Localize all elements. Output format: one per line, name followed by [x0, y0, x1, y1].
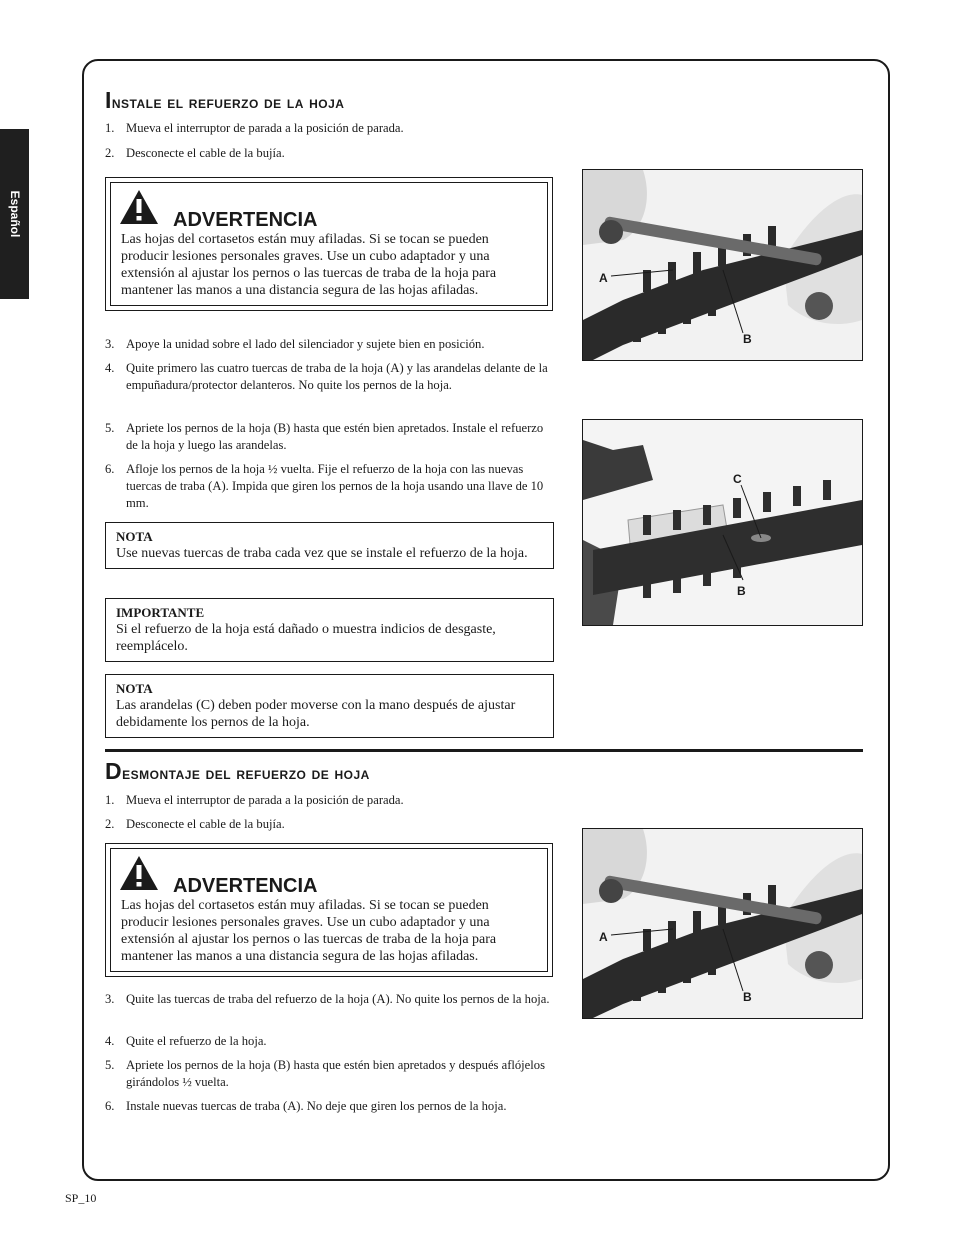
photo-label-b: B	[743, 990, 752, 1004]
section-heading-remove: Desmontaje del refuerzo de hoja	[105, 758, 370, 784]
photo-label-b: B	[737, 584, 746, 598]
photo-install-wrench	[582, 169, 863, 361]
note-box	[105, 522, 554, 569]
note-text: Las arandelas (C) deben poder moverse con la mano después de ajustar debidamente los pernos de la hoja.	[116, 698, 516, 730]
step-item: 6. Instale nuevas tuercas de traba (A). No deje que giren los pernos de la hoja.	[105, 1099, 507, 1113]
step-item: 4. Quite el refuerzo de la hoja.	[105, 1034, 267, 1048]
language-tab-label: Español	[7, 190, 22, 238]
section-heading-install: Instale el refuerzo de la hoja	[105, 87, 345, 113]
step-item: 1. Mueva el interruptor de parada a la posición de parada.	[105, 121, 404, 135]
step-item: 6. Afloje los pernos de la hoja ½ vuelta. Fije el refuerzo de la hoja con las nuevas tuercas de traba (A). Impida que giren los pernos de la hoja usando una llave de 10 mm.	[105, 462, 544, 510]
note-text: Use nuevas tuercas de traba cada vez que se instale el refuerzo de la hoja.	[116, 546, 528, 561]
section-divider	[105, 749, 863, 752]
step-item: 2. Desconecte el cable de la bujía.	[105, 817, 285, 831]
step-item: 3. Quite las tuercas de traba del refuerzo de la hoja (A). No quite los pernos de la hoja.	[105, 992, 550, 1006]
language-tab	[0, 129, 29, 299]
note-label: NOTA	[116, 529, 153, 544]
important-box	[105, 598, 554, 662]
step-item: 5. Apriete los pernos de la hoja (B) hasta que estén bien apretados. Instale el refuerzo de la hoja y luego las arandelas.	[105, 421, 544, 452]
note-label: NOTA	[116, 681, 153, 696]
step-item: 2. Desconecte el cable de la bujía.	[105, 146, 285, 160]
warning-title: ADVERTENCIA	[173, 875, 318, 897]
warning-box	[105, 843, 553, 977]
step-item: 3. Apoye la unidad sobre el lado del silenciador y sujete bien en posición.	[105, 337, 485, 351]
warning-triangle-icon	[119, 189, 159, 225]
warning-box	[105, 177, 553, 311]
step-item: 1. Mueva el interruptor de parada a la posición de parada.	[105, 793, 404, 807]
photo-label-b: B	[743, 332, 752, 346]
warning-text: Las hojas del cortasetos están muy afiladas. Si se tocan se pueden producir lesiones personales graves. Use un cubo adaptador y una extensión al ajustar los pernos o las tuercas de traba de la hoja para mantener las manos a una distancia segura de las hojas afiladas.	[121, 232, 497, 298]
photo-label-c: C	[733, 472, 742, 486]
photo-label-a: A	[599, 930, 608, 944]
photo-label-a: A	[599, 271, 608, 285]
warning-triangle-icon	[119, 855, 159, 891]
important-text: Si el refuerzo de la hoja está dañado o muestra indicios de desgaste, reemplácelo.	[116, 622, 496, 654]
warning-title: ADVERTENCIA	[173, 209, 318, 231]
step-item: 4. Quite primero las cuatro tuercas de traba de la hoja (A) y las arandelas delante de la empuñadura/protector delanteros. No quite los pernos de la hoja.	[105, 361, 548, 392]
note-box	[105, 674, 554, 738]
warning-text: Las hojas del cortasetos están muy afiladas. Si se tocan se pueden producir lesiones personales graves. Use un cubo adaptador y una extensión al ajustar los pernos o las tuercas de traba de la hoja para mantener las manos a una distancia segura de las hojas afiladas.	[121, 898, 497, 964]
step-item: 5. Apriete los pernos de la hoja (B) hasta que estén bien apretados y después aflójelos girándolos ½ vuelta.	[105, 1058, 545, 1089]
photo-reinforcement	[582, 419, 863, 626]
page-number: SP_10	[65, 1191, 97, 1205]
photo-remove-wrench	[582, 828, 863, 1019]
important-label: IMPORTANTE	[116, 605, 205, 620]
